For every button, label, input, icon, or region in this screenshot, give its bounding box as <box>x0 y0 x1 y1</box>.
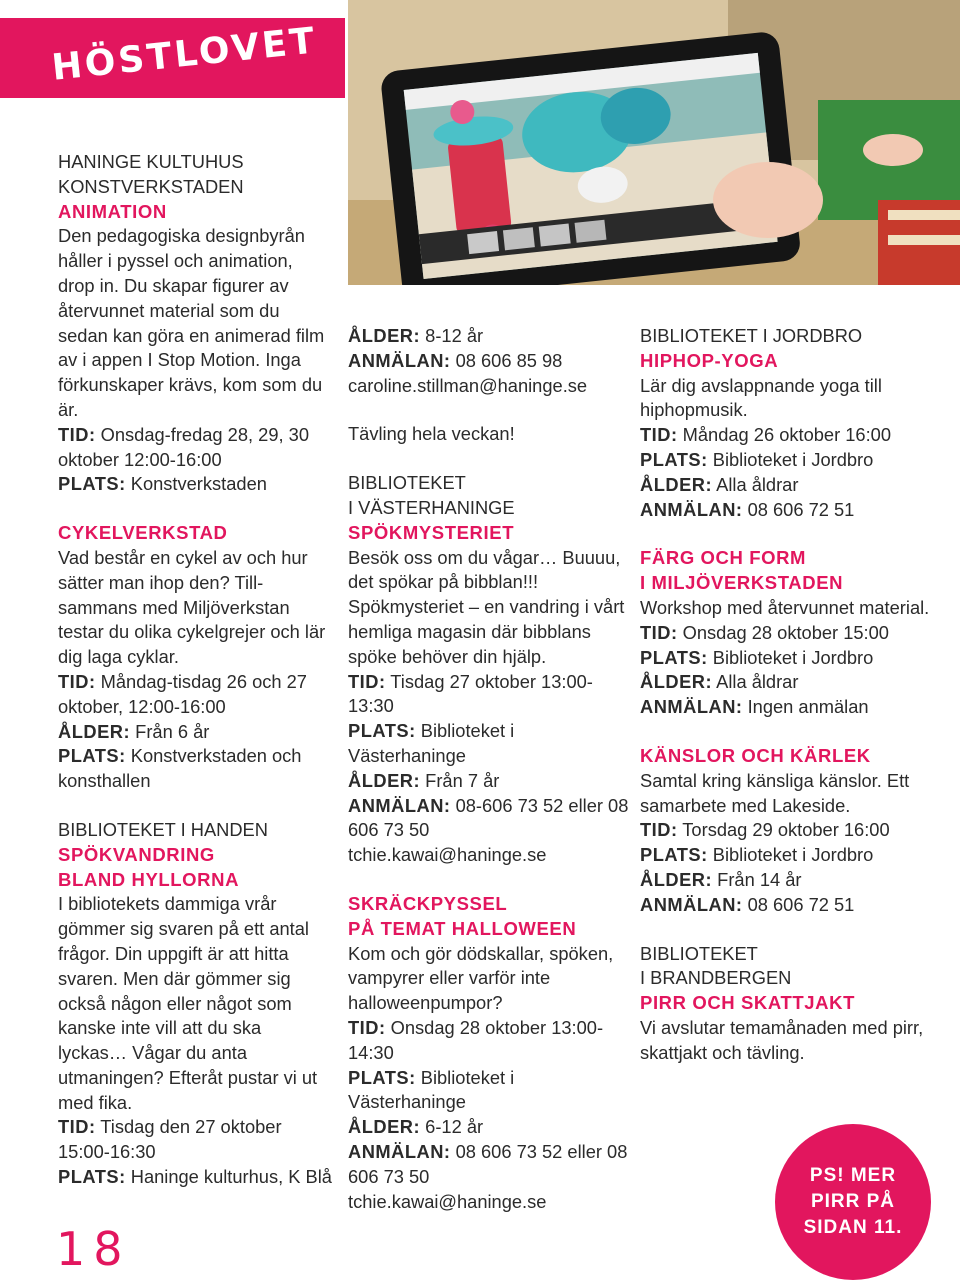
event-signup: ANMÄLAN: Ingen anmälan <box>640 696 869 718</box>
column-2 <box>348 324 630 1214</box>
venue-heading: BIBLIOTEKET I JORDBRO <box>640 325 863 346</box>
ps-badge-line: PS! MER <box>809 1165 897 1186</box>
event-title-farg-och-form: FÄRG OCH FORM <box>640 547 807 569</box>
event-place: PLATS: Biblioteket i Jordbro <box>640 844 874 866</box>
ps-badge-line: PIRR PÅ <box>810 1191 896 1212</box>
event-description: I bibliotekets dammiga vrår gömmer sig svaren på ett antal frågor. Din uppgift är att hitta svaren. Men där gömmer sig också någon eller något som kanske inte vill att du ska lyckas… Vågar du anta utmaningen? Efteråt pustar vi ut med fika. <box>58 893 318 1113</box>
stop-motion-photo <box>348 0 960 285</box>
event-time: TID: Onsdag 28 oktober 13:00-14:30 <box>348 1016 604 1063</box>
event-description: Besök oss om du vågar… Buuuu, det spökar på bibblan!!! Spökmysteriet – en vandring i vårt hemliga magasin där bibblans spöke behöver din hjälp. <box>348 546 625 667</box>
venue-subheading: I VÄSTERHANINGE <box>348 496 515 518</box>
event-title-pirr-och-skattjakt: PIRR OCH SKATTJAKT <box>640 992 855 1014</box>
event-place: PLATS: Konstverkstaden <box>58 473 267 495</box>
event-title-skrackpyssel: SKRÄCKPYSSEL <box>348 892 508 914</box>
event-time: TID: Tisdag den 27 oktober 15:00-16:30 <box>58 1116 282 1163</box>
column-1 <box>58 150 333 1190</box>
event-time: TID: Torsdag 29 oktober 16:00 <box>640 819 890 841</box>
event-email[interactable]: tchie.kawai@haninge.se <box>348 844 547 866</box>
event-title-spokmysteriet: SPÖKMYSTERIET <box>348 521 515 543</box>
event-signup: ANMÄLAN: 08 606 72 51 <box>640 498 855 520</box>
event-title-skrackpyssel-line2: PÅ TEMAT HALLOWEEN <box>348 917 577 939</box>
event-place: PLATS: Konstverkstaden och konsthallen <box>58 745 302 792</box>
event-email[interactable]: tchie.kawai@haninge.se <box>348 1190 547 1212</box>
event-time: TID: Måndag-tisdag 26 och 27 oktober, 12:00-16:00 <box>58 670 307 717</box>
venue-heading: HANINGE KULTUHUS <box>58 151 244 172</box>
event-description: Vad består en cykel av och hur sätter man ihop den? Till-sammans med Miljöverkstan testar du olika cykelgrejer och lär dig laga cyklar. <box>58 546 326 668</box>
event-age: ÅLDER: Alla åldrar <box>640 671 799 693</box>
event-description: Den pedagogiska designbyrån håller i pyssel och animation, drop in. Du skapar figurer av återvunnet material som du sedan kan göra en animerad film av i appen I Stop Motion. Inga förkunskaper krävs, kom som du är. <box>58 225 325 420</box>
event-time: TID: Onsdag-fredag 28, 29, 30 oktober 12:00-16:00 <box>58 423 309 470</box>
event-title-spokvandring-line2: BLAND HYLLORNA <box>58 868 240 890</box>
event-description: Lär dig avslappnande yoga till hiphopmusik. <box>640 374 882 421</box>
venue-heading: BIBLIOTEKET I HANDEN <box>58 818 268 840</box>
venue-subheading: I BRANDBERGEN <box>640 967 792 989</box>
event-place: PLATS: Biblioteket i Jordbro <box>640 646 874 668</box>
venue-heading: BIBLIOTEKET <box>348 472 466 494</box>
event-title-hiphop-yoga: HIPHOP-YOGA <box>640 349 779 371</box>
event-signup: ANMÄLAN: 08-606 73 52 eller 08 606 73 50 <box>348 794 629 841</box>
event-time: TID: Måndag 26 oktober 16:00 <box>640 424 892 446</box>
event-title-spokvandring: SPÖKVANDRING <box>58 843 215 865</box>
event-age: ÅLDER: Från 6 år <box>58 720 210 742</box>
venue-heading: BIBLIOTEKET <box>640 942 758 964</box>
event-title-farg-och-form-line2: I MILJÖVERKSTADEN <box>640 572 844 594</box>
venue-subheading: KONSTVERKSTADEN <box>58 175 244 197</box>
event-age: ÅLDER: Från 14 år <box>640 868 802 890</box>
event-description: Samtal kring känsliga känslor. Ett samarbete med Lakeside. <box>640 769 910 816</box>
event-description: Vi avslutar temamånaden med pirr, skattjakt och tävling. <box>640 1016 924 1063</box>
event-place: PLATS: Biblioteket i Jordbro <box>640 448 874 470</box>
event-time: TID: Tisdag 27 oktober 13:00-13:30 <box>348 670 593 717</box>
event-place: PLATS: Biblioteket i Västerhaninge <box>348 720 515 766</box>
event-age: ÅLDER: 6-12 år <box>348 1116 484 1138</box>
ps-badge <box>775 1124 931 1280</box>
event-age: ÅLDER: 8-12 år <box>348 325 484 346</box>
column-3 <box>640 324 940 1066</box>
event-title-cykelverkstad: CYKELVERKSTAD <box>58 522 228 544</box>
event-signup: ANMÄLAN: 08 606 73 52 eller 08 606 73 50 <box>348 1140 628 1187</box>
header-banner <box>0 18 345 98</box>
page-number: 18 <box>56 1222 131 1276</box>
event-email[interactable]: caroline.stillman@haninge.se <box>348 374 588 396</box>
event-place: PLATS: Biblioteket i Västerhaninge <box>348 1066 515 1113</box>
event-place: PLATS: Haninge kulturhus, K Blå <box>58 1166 332 1188</box>
ps-badge-line: SIDAN 11. <box>803 1217 903 1238</box>
page-title: HÖSTLOVET <box>49 20 320 89</box>
event-note: Tävling hela veckan! <box>348 423 515 445</box>
event-time: TID: Onsdag 28 oktober 15:00 <box>640 621 889 643</box>
event-description: Workshop med återvunnet material. <box>640 596 930 618</box>
event-age: ÅLDER: Alla åldrar <box>640 473 799 495</box>
event-title-animation: ANIMATION <box>58 200 167 222</box>
event-description: Kom och gör dödskallar, spöken, vampyrer eller varför inte halloweenpumpor? <box>348 942 614 1014</box>
event-title-kanslor-och-karlek: KÄNSLOR OCH KÄRLEK <box>640 744 871 766</box>
event-signup: ANMÄLAN: 08 606 85 98 <box>348 349 563 371</box>
event-age: ÅLDER: Från 7 år <box>348 769 500 791</box>
event-signup: ANMÄLAN: 08 606 72 51 <box>640 893 855 915</box>
